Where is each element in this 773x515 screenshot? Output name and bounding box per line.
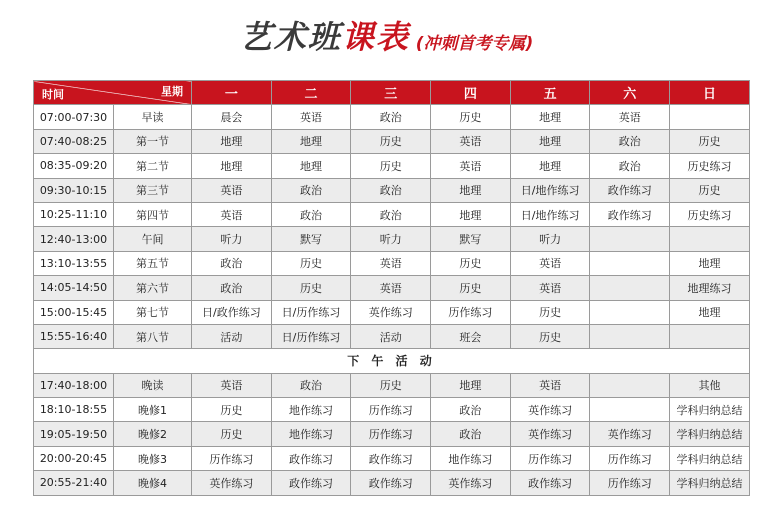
subject-cell: 英语 bbox=[192, 373, 272, 397]
time-cell: 15:55-16:40 bbox=[34, 324, 114, 348]
subject-cell bbox=[590, 373, 670, 397]
subject-cell: 默写 bbox=[271, 227, 351, 251]
time-cell: 09:30-10:15 bbox=[34, 178, 114, 202]
period-cell: 午间 bbox=[114, 227, 192, 251]
period-cell: 晚修1 bbox=[114, 398, 192, 422]
subject-cell bbox=[670, 324, 750, 348]
subject-cell bbox=[670, 105, 750, 129]
subject-cell bbox=[590, 324, 670, 348]
subject-cell: 听力 bbox=[351, 227, 431, 251]
table-row bbox=[34, 300, 750, 324]
subject-cell: 英语 bbox=[351, 251, 431, 275]
table-row bbox=[34, 178, 750, 202]
subject-cell: 历史 bbox=[670, 178, 750, 202]
subject-cell: 地理 bbox=[431, 202, 511, 226]
subject-cell: 历史 bbox=[351, 373, 431, 397]
subject-cell: 学科归纳总结 bbox=[670, 422, 750, 446]
time-cell: 07:00-07:30 bbox=[34, 105, 114, 129]
subject-cell: 英语 bbox=[351, 276, 431, 300]
subject-cell: 学科归纳总结 bbox=[670, 471, 750, 495]
subject-cell: 政治 bbox=[351, 202, 431, 226]
time-cell: 08:35-09:20 bbox=[34, 154, 114, 178]
subject-cell: 学科归纳总结 bbox=[670, 446, 750, 470]
period-cell: 晚修3 bbox=[114, 446, 192, 470]
subject-cell: 英作练习 bbox=[351, 300, 431, 324]
subject-cell: 英语 bbox=[192, 178, 272, 202]
day-header-thu: 四 bbox=[431, 81, 511, 105]
subject-cell: 政治 bbox=[351, 105, 431, 129]
period-cell: 第一节 bbox=[114, 129, 192, 153]
subject-cell bbox=[590, 251, 670, 275]
time-cell: 10:25-11:10 bbox=[34, 202, 114, 226]
subject-cell: 政作练习 bbox=[271, 471, 351, 495]
subject-cell: 日/历作练习 bbox=[271, 324, 351, 348]
table-row bbox=[34, 129, 750, 153]
subject-cell: 政治 bbox=[590, 129, 670, 153]
subject-cell: 历史 bbox=[271, 276, 351, 300]
subject-cell: 英作练习 bbox=[431, 471, 511, 495]
subject-cell: 历史 bbox=[670, 129, 750, 153]
subject-cell: 历作练习 bbox=[431, 300, 511, 324]
corner-header bbox=[34, 81, 192, 105]
time-cell: 18:10-18:55 bbox=[34, 398, 114, 422]
table-row bbox=[34, 324, 750, 348]
subject-cell: 历作练习 bbox=[590, 446, 670, 470]
subject-cell: 英语 bbox=[271, 105, 351, 129]
subject-cell: 英语 bbox=[590, 105, 670, 129]
subject-cell: 政治 bbox=[271, 202, 351, 226]
day-header-mon: 一 bbox=[192, 81, 272, 105]
period-cell: 晚修2 bbox=[114, 422, 192, 446]
time-cell: 19:05-19:50 bbox=[34, 422, 114, 446]
subject-cell bbox=[590, 300, 670, 324]
subject-cell: 地作练习 bbox=[271, 422, 351, 446]
title-main-red: 课表 bbox=[341, 18, 410, 56]
time-cell: 14:05-14:50 bbox=[34, 276, 114, 300]
day-header-tue: 二 bbox=[271, 81, 351, 105]
subject-cell: 政作练习 bbox=[590, 178, 670, 202]
subject-cell: 地理练习 bbox=[670, 276, 750, 300]
time-cell: 20:55-21:40 bbox=[34, 471, 114, 495]
subject-cell: 日/历作练习 bbox=[271, 300, 351, 324]
subject-cell bbox=[590, 398, 670, 422]
subject-cell: 听力 bbox=[510, 227, 590, 251]
subject-cell: 地理 bbox=[510, 129, 590, 153]
period-cell: 第五节 bbox=[114, 251, 192, 275]
subject-cell: 英语 bbox=[431, 129, 511, 153]
subject-cell: 英语 bbox=[510, 251, 590, 275]
subject-cell bbox=[590, 276, 670, 300]
subject-cell: 政治 bbox=[431, 398, 511, 422]
period-cell: 第三节 bbox=[114, 178, 192, 202]
table-row bbox=[34, 154, 750, 178]
subject-cell: 英作练习 bbox=[192, 471, 272, 495]
afternoon-activity-row bbox=[34, 349, 750, 373]
subject-cell: 英语 bbox=[510, 276, 590, 300]
subject-cell: 历作练习 bbox=[590, 471, 670, 495]
subject-cell: 学科归纳总结 bbox=[670, 398, 750, 422]
subject-cell: 地理 bbox=[670, 251, 750, 275]
period-cell: 第四节 bbox=[114, 202, 192, 226]
time-cell: 12:40-13:00 bbox=[34, 227, 114, 251]
subject-cell: 政作练习 bbox=[590, 202, 670, 226]
subject-cell: 政治 bbox=[271, 373, 351, 397]
subject-cell: 英语 bbox=[510, 373, 590, 397]
subject-cell: 历作练习 bbox=[351, 398, 431, 422]
subject-cell: 政治 bbox=[351, 178, 431, 202]
time-cell: 07:40-08:25 bbox=[34, 129, 114, 153]
subject-cell: 地理 bbox=[192, 129, 272, 153]
subject-cell: 其他 bbox=[670, 373, 750, 397]
afternoon-activity-label: 下 午 活 动 bbox=[34, 349, 750, 373]
subject-cell: 地理 bbox=[431, 373, 511, 397]
subject-cell: 历史 bbox=[431, 251, 511, 275]
subject-cell: 活动 bbox=[192, 324, 272, 348]
table-row bbox=[34, 227, 750, 251]
subject-cell: 地理 bbox=[510, 105, 590, 129]
table-row bbox=[34, 398, 750, 422]
page-title bbox=[0, 14, 773, 58]
subject-cell: 历史练习 bbox=[670, 202, 750, 226]
day-header-sun: 日 bbox=[670, 81, 750, 105]
subject-cell: 地理 bbox=[192, 154, 272, 178]
subject-cell: 历作练习 bbox=[510, 446, 590, 470]
subject-cell: 历史 bbox=[192, 398, 272, 422]
subject-cell: 历作练习 bbox=[192, 446, 272, 470]
period-cell: 第七节 bbox=[114, 300, 192, 324]
subject-cell: 班会 bbox=[431, 324, 511, 348]
day-header-wed: 三 bbox=[351, 81, 431, 105]
week-label: 星期 bbox=[161, 85, 183, 98]
period-cell: 第八节 bbox=[114, 324, 192, 348]
table-row bbox=[34, 276, 750, 300]
title-subtitle: (冲刺首考专属) bbox=[415, 34, 534, 54]
subject-cell: 默写 bbox=[431, 227, 511, 251]
table-row bbox=[34, 251, 750, 275]
subject-cell: 历史 bbox=[351, 129, 431, 153]
subject-cell: 英语 bbox=[192, 202, 272, 226]
day-header-fri: 五 bbox=[510, 81, 590, 105]
subject-cell bbox=[670, 227, 750, 251]
time-cell: 20:00-20:45 bbox=[34, 446, 114, 470]
subject-cell: 政治 bbox=[431, 422, 511, 446]
subject-cell: 历史 bbox=[431, 276, 511, 300]
schedule-body bbox=[34, 105, 750, 495]
subject-cell: 地理 bbox=[431, 178, 511, 202]
period-cell: 晚读 bbox=[114, 373, 192, 397]
subject-cell: 政作练习 bbox=[271, 446, 351, 470]
table-row bbox=[34, 202, 750, 226]
subject-cell: 日/政作练习 bbox=[192, 300, 272, 324]
subject-cell: 政作练习 bbox=[351, 471, 431, 495]
subject-cell: 听力 bbox=[192, 227, 272, 251]
subject-cell bbox=[590, 227, 670, 251]
time-cell: 15:00-15:45 bbox=[34, 300, 114, 324]
subject-cell: 日/地作练习 bbox=[510, 202, 590, 226]
subject-cell: 活动 bbox=[351, 324, 431, 348]
subject-cell: 历作练习 bbox=[351, 422, 431, 446]
subject-cell: 日/地作练习 bbox=[510, 178, 590, 202]
subject-cell: 历史 bbox=[510, 300, 590, 324]
subject-cell: 地理 bbox=[670, 300, 750, 324]
table-row bbox=[34, 373, 750, 397]
table-row bbox=[34, 446, 750, 470]
header-row bbox=[34, 81, 750, 105]
day-header-sat: 六 bbox=[590, 81, 670, 105]
subject-cell: 政作练习 bbox=[351, 446, 431, 470]
table-row bbox=[34, 422, 750, 446]
subject-cell: 历史 bbox=[351, 154, 431, 178]
period-cell: 第六节 bbox=[114, 276, 192, 300]
subject-cell: 地理 bbox=[510, 154, 590, 178]
subject-cell: 地作练习 bbox=[431, 446, 511, 470]
subject-cell: 晨会 bbox=[192, 105, 272, 129]
subject-cell: 历史 bbox=[510, 324, 590, 348]
period-cell: 第二节 bbox=[114, 154, 192, 178]
time-cell: 17:40-18:00 bbox=[34, 373, 114, 397]
subject-cell: 英语 bbox=[431, 154, 511, 178]
subject-cell: 政治 bbox=[590, 154, 670, 178]
subject-cell: 历史 bbox=[431, 105, 511, 129]
subject-cell: 历史 bbox=[271, 251, 351, 275]
subject-cell: 政治 bbox=[192, 276, 272, 300]
table-row bbox=[34, 105, 750, 129]
subject-cell: 政治 bbox=[271, 178, 351, 202]
table-row bbox=[34, 471, 750, 495]
subject-cell: 地理 bbox=[271, 129, 351, 153]
subject-cell: 地理 bbox=[271, 154, 351, 178]
subject-cell: 政作练习 bbox=[510, 471, 590, 495]
subject-cell: 英作练习 bbox=[590, 422, 670, 446]
title-main-dark: 艺术班 bbox=[239, 18, 342, 56]
time-cell: 13:10-13:55 bbox=[34, 251, 114, 275]
subject-cell: 地作练习 bbox=[271, 398, 351, 422]
time-label: 时间 bbox=[42, 88, 64, 102]
subject-cell: 英作练习 bbox=[510, 422, 590, 446]
period-cell: 晚修4 bbox=[114, 471, 192, 495]
subject-cell: 历史 bbox=[192, 422, 272, 446]
schedule-table bbox=[33, 80, 750, 496]
subject-cell: 历史练习 bbox=[670, 154, 750, 178]
subject-cell: 英作练习 bbox=[510, 398, 590, 422]
subject-cell: 政治 bbox=[192, 251, 272, 275]
period-cell: 早读 bbox=[114, 105, 192, 129]
